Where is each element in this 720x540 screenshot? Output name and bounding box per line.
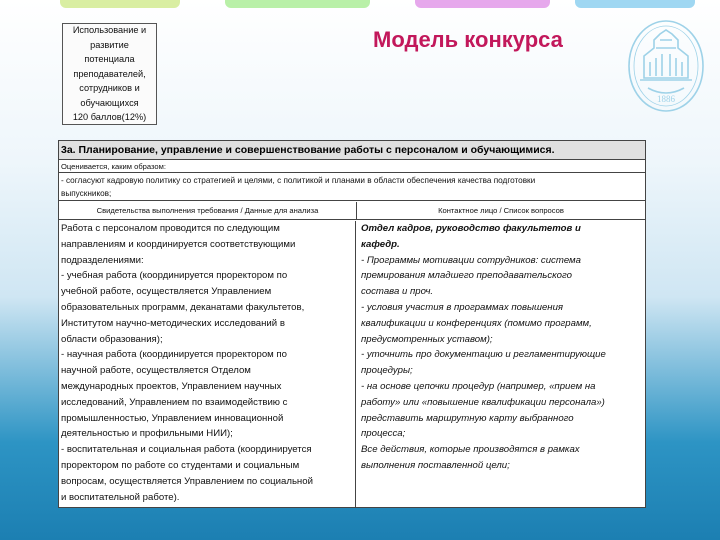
section-heading: 3а. Планирование, управление и совершенствование работы с персоналом и обучающимися. bbox=[59, 141, 645, 160]
evidence-line: - учебная работа (координируется проректором по bbox=[61, 270, 288, 282]
question-line: - уточнить про документацию и регламентирующие bbox=[361, 349, 606, 361]
criterion-score: 120 баллов(12%) bbox=[72, 112, 147, 123]
evidence-line: научной работе, осуществляется Отделом bbox=[61, 365, 251, 377]
evidence-line: и воспитательной работе). bbox=[61, 491, 180, 503]
contact-cell bbox=[359, 221, 645, 507]
evidence-line: учебной работе, осуществляется Управлением bbox=[61, 286, 272, 298]
logo-year: 1886 bbox=[657, 94, 675, 104]
criterion-line: обучающихся bbox=[80, 97, 139, 108]
question-line: премирования младшего преподавательского bbox=[361, 270, 572, 282]
question-line: представить маршрутную карту выбранного bbox=[361, 412, 574, 424]
question-line: выполнения поставленной цели; bbox=[361, 459, 510, 471]
evidence-cell bbox=[59, 221, 356, 507]
question-line: работу» или «повышение квалификации персонала») bbox=[361, 396, 605, 408]
evidence-line: проректором по работе со студентами и социальным bbox=[61, 459, 300, 471]
evidence-line: вопросам, осуществляется Управлением по социальной bbox=[61, 475, 313, 487]
requirement-line: выпускников; bbox=[61, 189, 112, 198]
evidence-line: образовательных программ, деканатами факультетов, bbox=[61, 301, 305, 313]
question-line: - на основе цепочки процедур (например, «прием на bbox=[361, 380, 596, 392]
question-line: предусмотренных уставом); bbox=[361, 333, 493, 345]
question-line: состава и проч. bbox=[361, 286, 434, 298]
contact-line: кафедр. bbox=[361, 238, 400, 250]
requirement-text bbox=[59, 174, 645, 201]
question-line: процесса; bbox=[361, 428, 406, 440]
question-line: - условия участия в программах повышения bbox=[361, 301, 564, 313]
evidence-line: исследований, Управлением по взаимодействию с bbox=[61, 396, 288, 408]
criteria-table bbox=[58, 140, 646, 508]
university-building-seal-icon bbox=[626, 18, 706, 114]
criterion-line: развитие bbox=[90, 39, 129, 50]
evidence-line: направлениям и координируется соответствующими bbox=[61, 238, 296, 250]
top-tab-blue bbox=[575, 0, 695, 8]
evidence-line: международных проектов, Управлением научных bbox=[61, 380, 282, 392]
question-line: Все действия, которые производятся в рамках bbox=[361, 444, 580, 456]
evidence-line: Работа с персоналом проводится по следующим bbox=[61, 223, 280, 234]
question-line: процедуры; bbox=[361, 365, 413, 377]
contact-line: Отдел кадров, руководство факультетов и bbox=[361, 223, 581, 234]
evidence-line: - воспитательная и социальная работа (координируется bbox=[61, 444, 312, 456]
column-header-row bbox=[59, 202, 645, 220]
evidence-line: Институтом научно-методических исследований в bbox=[61, 317, 285, 329]
evidence-line: деятельностью и профильными НИИ); bbox=[61, 428, 233, 440]
top-tab-purple bbox=[415, 0, 550, 8]
question-line: - Программы мотивации сотрудников: система bbox=[361, 254, 581, 266]
criterion-line: потенциала bbox=[84, 54, 135, 65]
criterion-line: преподавателей, bbox=[73, 68, 146, 79]
question-line: квалификации и конференциях (помимо программ, bbox=[361, 317, 592, 329]
top-tab-yellow bbox=[60, 0, 180, 8]
requirement-line: - согласуют кадровую политику со стратегией и целями, с политикой и планами в области обеспечения качества подготовки bbox=[61, 176, 536, 185]
evidence-line: области образования); bbox=[61, 333, 163, 345]
criterion-line: сотрудников и bbox=[79, 83, 140, 94]
evidence-line: подразделениями: bbox=[61, 254, 144, 266]
contact-column-header: Контактное лицо / Список вопросов bbox=[438, 206, 564, 215]
page-title: Модель конкурса bbox=[373, 27, 563, 52]
evaluated-label: Оценивается, каким образом: bbox=[59, 161, 645, 173]
evidence-column-header: Свидетельства выполнения требования / Данные для анализа bbox=[59, 202, 357, 219]
evidence-line: - научная работа (координируется проректором по bbox=[61, 349, 287, 361]
criterion-line: Использование и bbox=[72, 24, 147, 35]
criterion-box bbox=[62, 23, 157, 125]
top-tab-green bbox=[225, 0, 370, 8]
evidence-line: промышленностью, Управлением инновационной bbox=[61, 412, 284, 424]
